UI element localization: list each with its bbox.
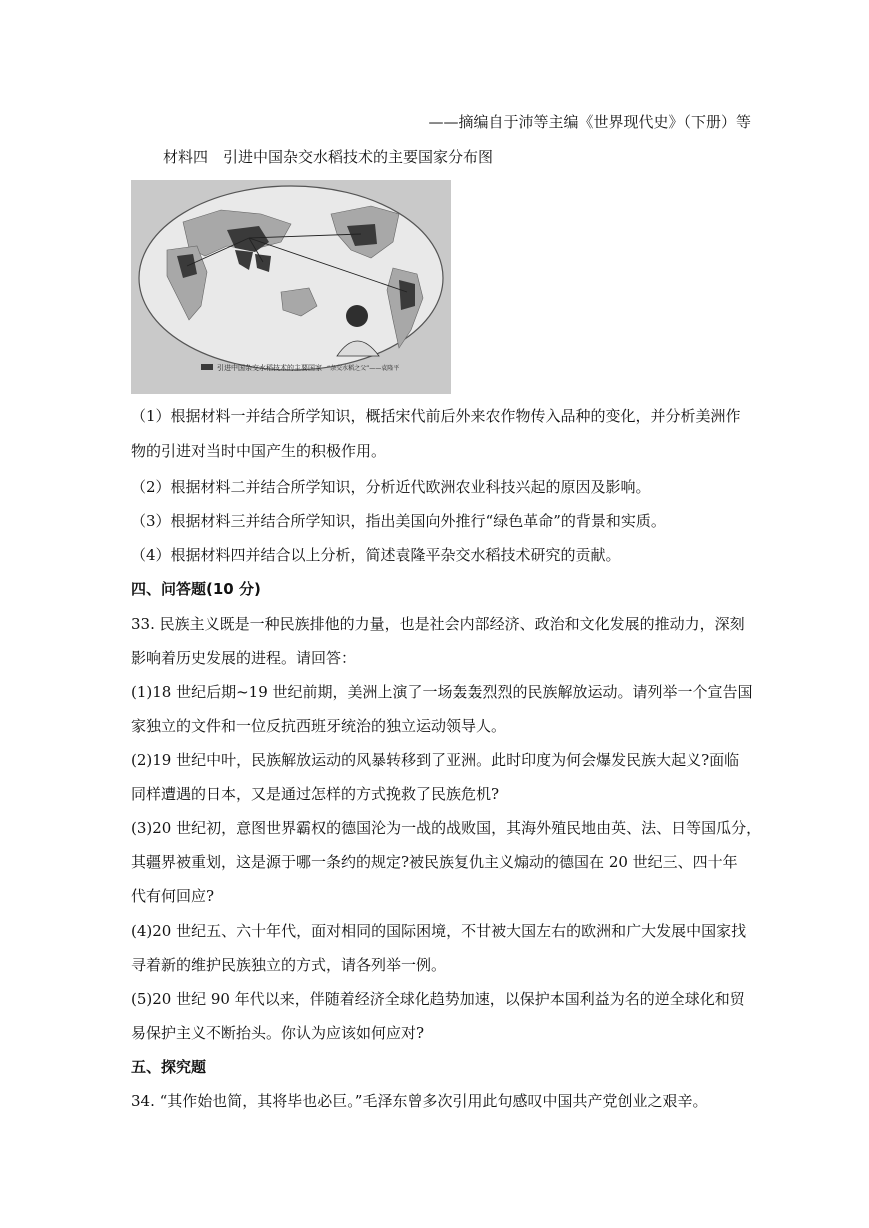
question-32-1-line1: （1）根据材料一并结合所学知识，概括宋代前后外来农作物传入品种的变化，并分析美洲作 (131, 407, 741, 425)
legend-swatch (201, 364, 213, 370)
legend-label: 引进中国杂交水稻技术的主要国家 (217, 364, 322, 372)
question-34: 34. “其作始也简，其将毕也必巨。”毛泽东曾多次引用此句感叹中国共产党创业之艰辛。 (131, 1092, 708, 1110)
section-4-heading: 四、问答题(10 分) (131, 580, 261, 598)
world-map-graphic (131, 180, 451, 394)
question-33-3-line1: (3)20 世纪初，意图世界霸权的德国沦为一战的战败国，其海外殖民地由英、法、日等国瓜分， (131, 819, 762, 837)
portrait-caption: “杂交水稻之父”——袁隆平 (327, 365, 400, 372)
question-33-5-line2: 易保护主义不断抬头。你认为应该如何应对? (131, 1024, 425, 1042)
portrait-head (346, 305, 368, 327)
question-33-intro-line1: 33. 民族主义既是一种民族排他的力量，也是社会内部经济、政治和文化发展的推动力，深刻 (131, 615, 745, 633)
question-33-4-line1: (4)20 世纪五、六十年代，面对相同的国际困境，不甘被大国左右的欧洲和广大发展中国家找 (131, 922, 747, 940)
question-32-1-line2: 物的引进对当时中国产生的积极作用。 (131, 442, 387, 460)
rice-map-figure (131, 180, 451, 394)
brazil-region (399, 280, 415, 310)
question-32-2: （2）根据材料二并结合所学知识，分析近代欧洲农业科技兴起的原因及影响。 (131, 478, 651, 496)
section-5-heading: 五、探究题 (131, 1058, 207, 1076)
question-33-4-line2: 寻着新的维护民族独立的方式，请各列举一例。 (131, 956, 447, 974)
question-33-2-line2: 同样遭遇的日本，又是通过怎样的方式挽救了民族危机? (131, 785, 500, 803)
question-32-3: （3）根据材料三并结合所学知识，指出美国向外推行“绿色革命”的背景和实质。 (131, 512, 666, 530)
question-33-2-line1: (2)19 世纪中叶，民族解放运动的风暴转移到了亚洲。此时印度为何会爆发民族大起义?面临 (131, 751, 740, 769)
question-33-1-line2: 家独立的文件和一位反抗西班牙统治的独立运动领导人。 (131, 717, 507, 735)
question-33-3-line3: 代有何回应? (131, 887, 215, 905)
question-33-5-line1: (5)20 世纪 90 年代以来，伴随着经济全球化趋势加速，以保护本国利益为名的逆全球化和贸 (131, 990, 745, 1008)
material4-title: 材料四 引进中国杂交水稻技术的主要国家分布图 (163, 148, 494, 166)
question-33-1-line1: (1)18 世纪后期~19 世纪前期，美洲上演了一场轰轰烈烈的民族解放运动。请列举一个宣告国 (131, 683, 753, 701)
question-33-intro-line2: 影响着历史发展的进程。请回答： (131, 649, 357, 667)
source-citation: ——摘编自于沛等主编《世界现代史》（下册）等 (428, 113, 751, 131)
question-33-3-line2: 其疆界被重划，这是源于哪一条约的规定?被民族复仇主义煽动的德国在 20 世纪三、四十年 (131, 853, 738, 871)
question-32-4: （4）根据材料四并结合以上分析，简述袁隆平杂交水稻技术研究的贡献。 (131, 546, 621, 564)
